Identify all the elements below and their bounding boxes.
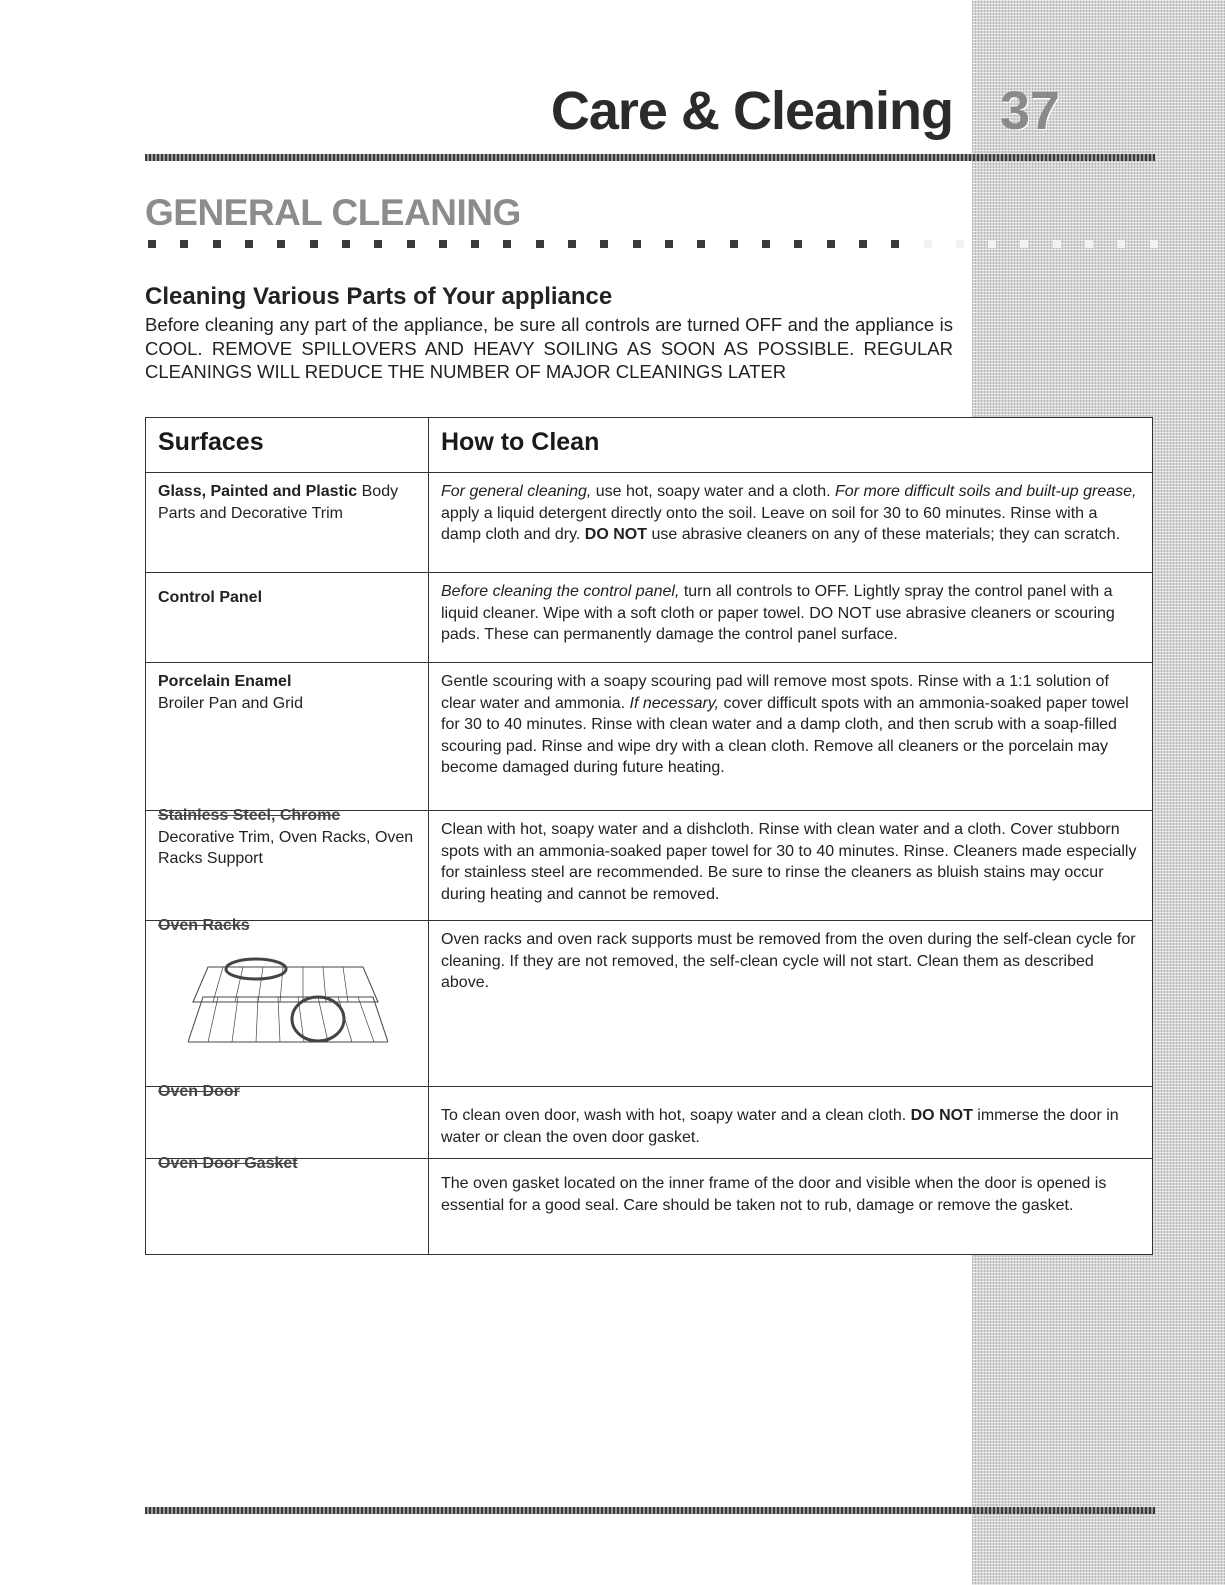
instruction-text: use abrasive cleaners on any of these materials; they can scratch. xyxy=(647,526,1121,543)
oven-rack-illustration xyxy=(188,947,388,1057)
surface-detail: Broiler Pan and Grid xyxy=(158,694,303,712)
surface-name: Oven Door Gasket xyxy=(158,1155,298,1172)
table-row-porcelain xyxy=(146,663,1153,811)
how-to-clean-cell xyxy=(429,1159,1153,1255)
page-header-title: Care & Cleaning xyxy=(550,81,953,141)
section-title: GENERAL CLEANING xyxy=(145,192,521,233)
intro-paragraph xyxy=(145,313,953,384)
surface-name: Control Panel xyxy=(158,589,263,606)
intro-text: Before cleaning any part of the appliance, be sure all controls are turned OFF and the appliance is COOL. REMOVE SPILLOVERS AND HEAVY SOILING AS SOON AS POSSIBLE. REGULAR CLEANINGS WILL REDUCE THE NUMBER OF MAJOR CLEANINGS LATER xyxy=(145,314,953,382)
instruction-emphasis: Before cleaning the control panel, xyxy=(441,583,680,600)
table-header-row xyxy=(146,418,1153,473)
warning-emphasis: DO NOT xyxy=(584,526,647,543)
warning-emphasis: DO NOT xyxy=(910,1107,973,1124)
how-to-clean-cell xyxy=(429,921,1153,1087)
surface-cell xyxy=(146,807,429,921)
instruction-text: apply a liquid detergent directly onto the soil. Leave on soil for 30 to 60 minutes. Rinse with a damp cloth and dry. xyxy=(441,504,1098,543)
header-rule xyxy=(145,154,1155,161)
surface-cell xyxy=(146,573,429,663)
how-to-clean-cell xyxy=(429,811,1153,921)
instruction-text: cover difficult spots with an ammonia-soaked paper towel for 30 to 40 minutes. Rinse with clean water and a damp cloth, and then scrub with a soap-filled scouring pad. Rinse and wipe dry with a clean cloth. Remove all cleaners or the porcelain may become damaged during future heating. xyxy=(441,694,1129,776)
table-row-control-panel xyxy=(146,573,1153,663)
instruction-emphasis: If necessary, xyxy=(629,694,720,712)
table-row-oven-door xyxy=(146,1087,1153,1159)
surface-name: Glass, Painted and Plastic xyxy=(158,483,358,500)
surface-detail: Body Parts and Decorative Trim xyxy=(158,483,399,522)
instruction-text: Clean with hot, soapy water and a dishcloth. Rinse with clean water and a cloth. Cover stubborn spots with an ammonia-soaked paper towel for 30 to 40 minutes. Rinse. Cleaners made especially for stainless steel are recommended. Be sure to rinse the cleaners as bluish stains may occur during heating and cannot be removed. xyxy=(441,821,1137,903)
instruction-text: The oven gasket located on the inner frame of the door and visible when the door is opened is essential for a good seal. Care should be taken not to rub, damage or remove the gasket. xyxy=(441,1175,1107,1214)
surface-name: Stainless Steel, Chrome xyxy=(158,807,341,824)
instruction-text: Oven racks and oven rack supports must be removed from the oven during the self-clean cycle for cleaning. If they are not removed, the self-clean cycle will not start. Clean them as described above. xyxy=(441,931,1136,991)
surface-name: Oven Racks xyxy=(158,917,250,934)
dotted-divider xyxy=(148,240,1158,250)
surface-cell xyxy=(146,663,429,811)
how-to-clean-cell xyxy=(429,573,1153,663)
column-header-how-to-clean: How to Clean xyxy=(429,418,1153,473)
table-row-stainless xyxy=(146,811,1153,921)
surface-name: Oven Door xyxy=(158,1083,240,1100)
table-row-glass xyxy=(146,473,1153,573)
table-row-oven-racks xyxy=(146,921,1153,1087)
table-row-oven-door-gasket xyxy=(146,1159,1153,1255)
instruction-text: To clean oven door, wash with hot, soapy water and a clean cloth. xyxy=(441,1107,911,1124)
instruction-text: use hot, soapy water and a cloth. xyxy=(591,483,836,500)
surface-cell xyxy=(146,1083,429,1159)
sub-heading: Cleaning Various Parts of Your appliance xyxy=(145,283,613,310)
how-to-clean-cell xyxy=(429,663,1153,811)
cleaning-table xyxy=(145,417,1153,1255)
instruction-text: turn all controls to OFF. Lightly spray the control panel with a liquid cleaner. Wipe with a soft cloth or paper towel. DO NOT use abrasive cleaners or scouring pads. These can permanently damage the control panel surface. xyxy=(441,583,1115,643)
surface-cell xyxy=(146,1155,429,1255)
surface-cell xyxy=(146,917,429,1087)
surface-cell xyxy=(146,473,429,573)
column-header-surfaces: Surfaces xyxy=(146,418,429,473)
surface-name: Porcelain Enamel xyxy=(158,673,292,690)
surface-detail: Decorative Trim, Oven Racks, Oven Racks Support xyxy=(158,828,414,867)
how-to-clean-cell xyxy=(429,1087,1153,1159)
instruction-emphasis: For more difficult soils and built-up grease, xyxy=(835,483,1137,500)
footer-rule xyxy=(145,1507,1155,1514)
page-number: 37 xyxy=(999,81,1061,141)
instruction-text: immerse the door in water or clean the oven door gasket. xyxy=(441,1107,1119,1146)
instruction-emphasis: For general cleaning, xyxy=(441,483,592,500)
how-to-clean-cell xyxy=(429,473,1153,573)
instruction-text: Gentle scouring with a soapy scouring pad will remove most spots. Rinse with a 1:1 solution of clear water and ammonia. xyxy=(441,673,1109,712)
